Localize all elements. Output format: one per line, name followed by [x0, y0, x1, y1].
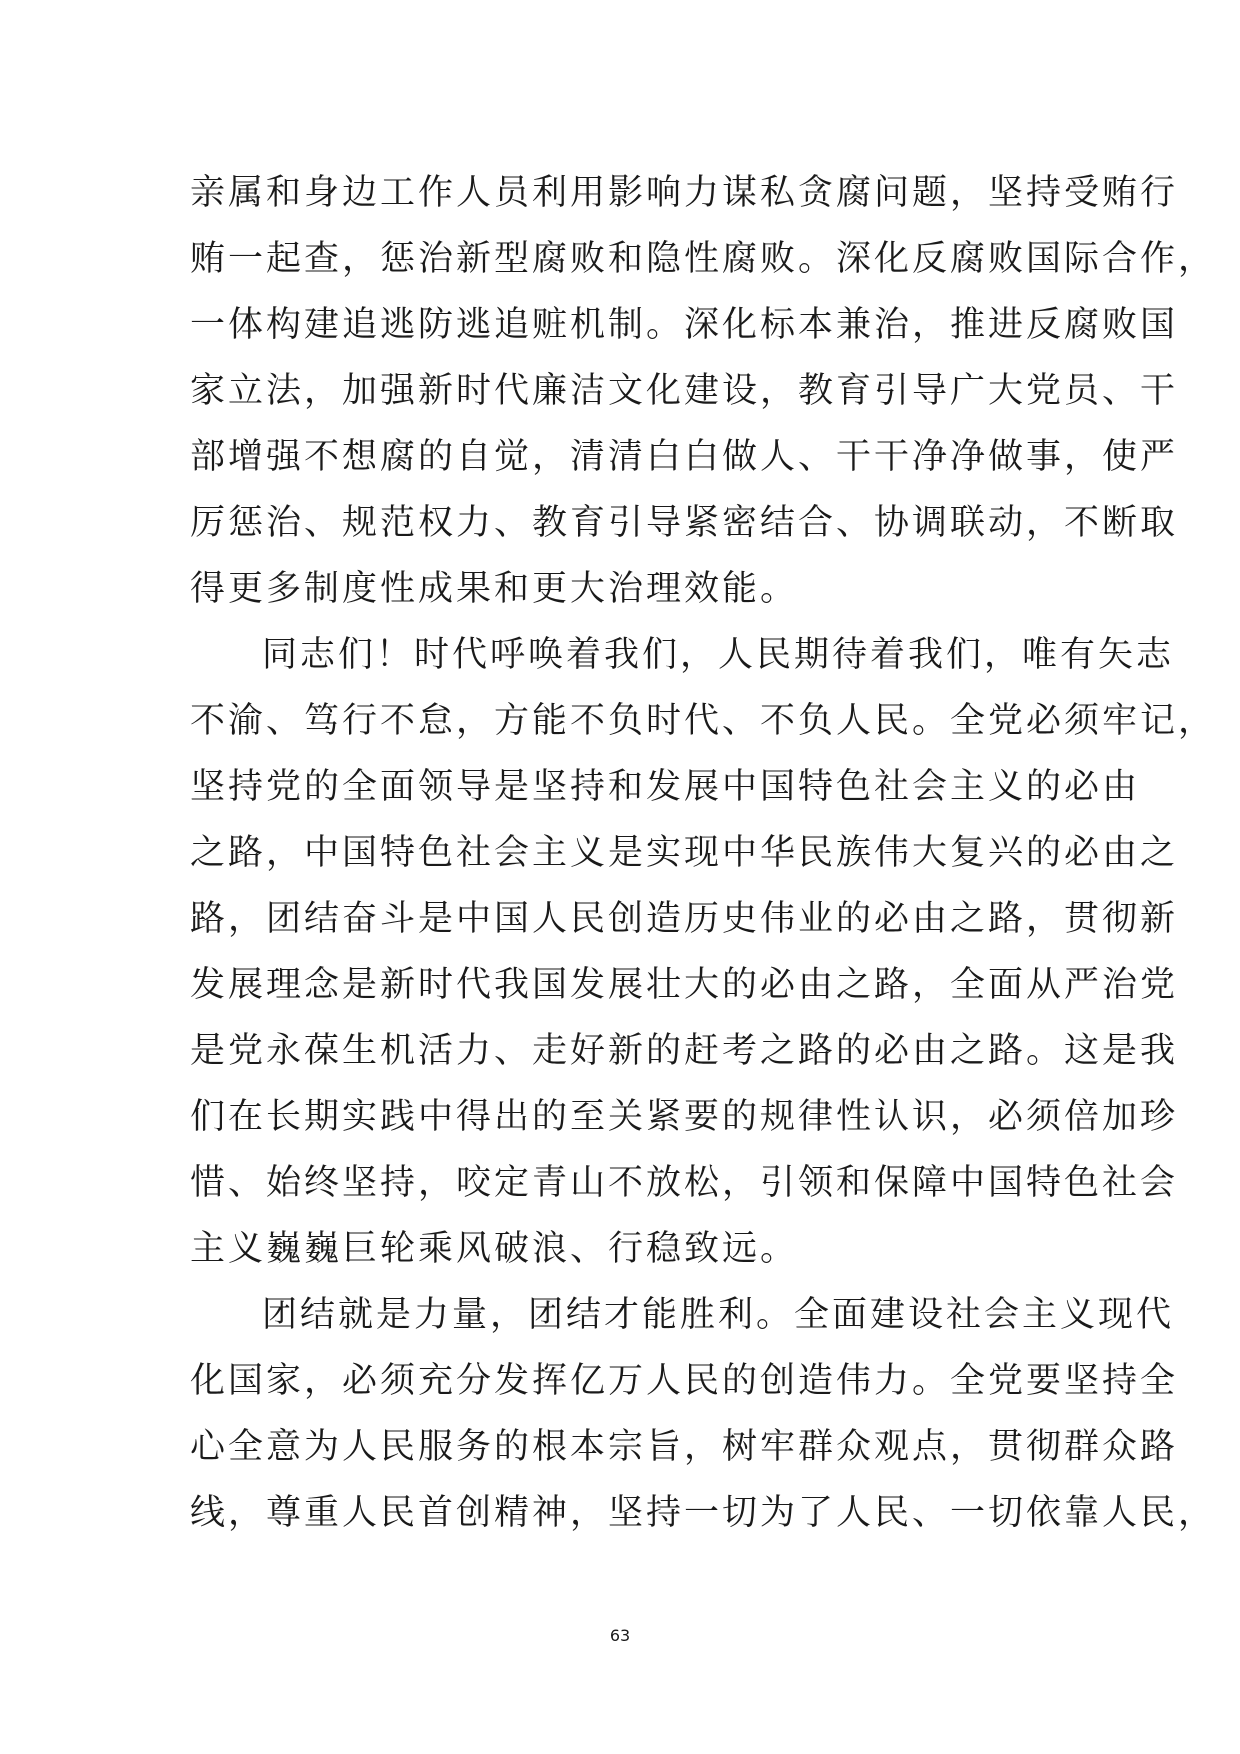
page-number: 63: [609, 1626, 631, 1645]
text-line: 厉惩治、规范权力、教育引导紧密结合、协调联动，不断取: [190, 503, 1179, 543]
text-line: 是党永葆生机活力、走好新的赶考之路的必由之路。这是我: [190, 1031, 1179, 1071]
paragraph-first-line: 团结就是力量，团结才能胜利。全面建设社会主义现代: [262, 1295, 1175, 1335]
text-line: 家立法，加强新时代廉洁文化建设，教育引导广大党员、干: [190, 371, 1179, 411]
text-line: 部增强不想腐的自觉，清清白白做人、干干净净做事，使严: [190, 437, 1179, 477]
text-line: 路，团结奋斗是中国人民创造历史伟业的必由之路，贯彻新: [190, 899, 1179, 939]
text-line: 主义巍巍巨轮乘风破浪、行稳致远。: [190, 1229, 799, 1269]
text-line: 心全意为人民服务的根本宗旨，树牢群众观点，贯彻群众路: [190, 1427, 1179, 1467]
text-line: 得更多制度性成果和更大治理效能。: [190, 569, 799, 609]
document-body: [190, 160, 1217, 1546]
text-line: 们在长期实践中得出的至关紧要的规律性认识，必须倍加珍: [190, 1097, 1179, 1137]
text-line: 贿一起查，惩治新型腐败和隐性腐败。深化反腐败国际合作，: [190, 239, 1217, 279]
text-line: 一体构建追逃防逃追赃机制。深化标本兼治，推进反腐败国: [190, 305, 1179, 345]
text-line: 线，尊重人民首创精神，坚持一切为了人民、一切依靠人民，: [190, 1493, 1217, 1533]
text-line: 不渝、笃行不怠，方能不负时代、不负人民。全党必须牢记，: [190, 701, 1217, 741]
text-line: 发展理念是新时代我国发展壮大的必由之路，全面从严治党: [190, 965, 1179, 1005]
text-line: 化国家，必须充分发挥亿万人民的创造伟力。全党要坚持全: [190, 1361, 1179, 1401]
text-line: 惜、始终坚持，咬定青山不放松，引领和保障中国特色社会: [190, 1163, 1179, 1203]
text-line: 亲属和身边工作人员利用影响力谋私贪腐问题，坚持受贿行: [190, 173, 1179, 213]
text-line: 之路，中国特色社会主义是实现中华民族伟大复兴的必由之: [190, 833, 1179, 873]
paragraph-first-line: 同志们！时代呼唤着我们，人民期待着我们，唯有矢志: [262, 635, 1175, 675]
text-line: 坚持党的全面领导是坚持和发展中国特色社会主义的必由: [190, 767, 1141, 807]
